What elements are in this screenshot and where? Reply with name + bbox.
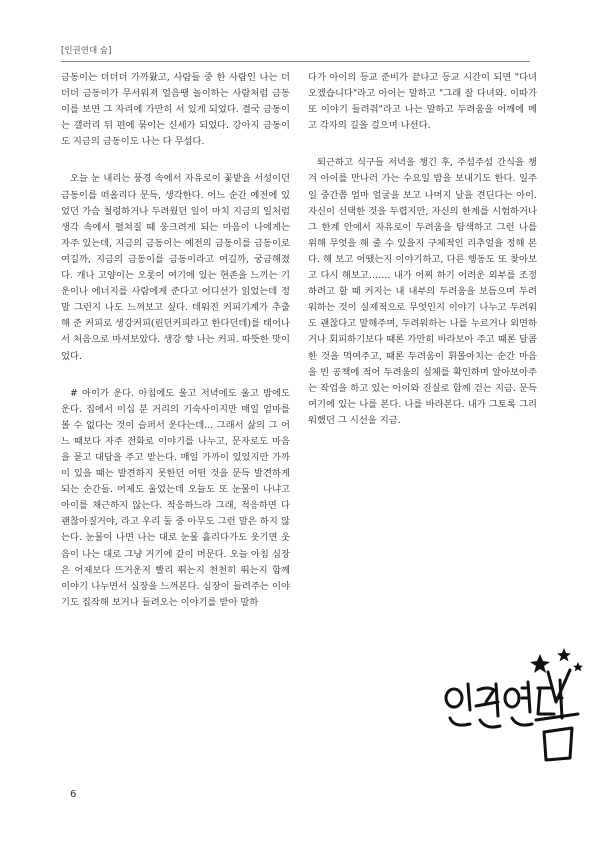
right-paragraph-2: 퇴근하고 식구들 저녁을 챙긴 후, 주섬주섬 간식을 챙겨 아이를 만나러 가는 수요일 밤을 보내기도 한다. 일주일 중간쯤 엄마 얼굴을 보고 나머지 날을 견딘다는 아이. 자신이 선택한 것을 두렵지만, 자신의 한계를 시험하거나 그 한계 안에서 자유로이 두려움을 탐색하고 그런 나를 위해 무엇을 해 줄 수 있을지 구체적인 리추얼을 정해 본다. 해 보고 어땠는지 이야기하고, 다른 행동도 또 찾아보고 다시 해보고……. 내가 어찌 하기 어려운 외부를 조정하려고 할 때 커지는 내 내부의 두려움을 보듬으며 두려워하는 것이 실제적으로 무엇인지 이야기 나누고 두려워도 괜찮다고 말해주며, 두려워하는 나를 누르거나 외면하거나 회피하기보다 때론 가만히 바라보아 주고 때론 달콤한 것을 먹여주고, 때론 두려움이 휘몰아치는 순간 마음을 빈 공책에 적어 두려움의 실체를 확인하며 알아보아주는 작업을 하고 있는 아이와 진실로 함께 걷는 지금. 문득 여기에 있는 나를 본다. 나를 바라본다. 내가 그토록 그리워했던 그 시선을 지금. [308, 157, 537, 426]
right-paragraph-1: 다가 아이의 등교 준비가 끝나고 등교 시간이 되면 "다녀오겠습니다"라고 아이는 말하고 "그래 잘 다녀와. 이따가 또 이야기 들려줘"라고 나는 말하고 두려움을 어깨에 메고 각자의 길을 걸으며 나선다. [308, 72, 537, 132]
paragraph-gap [61, 150, 290, 171]
right-column [308, 70, 537, 429]
left-paragraph-1: 금동이는 더더더 가까왔고, 사람들 중 한 사람인 나는 더더더 금동이가 무서워져 얼음땡 놀이하는 사람처럼 금동이를 보면 그 자리에 가만히 서 있게 되었다. 결국 금동이는 갤러리 뒤 편에 묶이는 신세가 되었다. 강아지 금동이도 지금의 금동이도 나는 다 무섭다. [61, 72, 290, 148]
running-header: [인권연대 숨] [61, 46, 112, 56]
left-paragraph-3: # 아이가 운다. 아침에도 울고 저녁에도 울고 밤에도 운다. 집에서 이십 분 거리의 기숙사이지만 매일 엄마를 볼 수 없다는 것이 슬퍼서 운다는데... 그래서 삶의 그 어느 때보다 자주 전화로 이야기를 나누고, 문자로도 마음을 묻고 대답을 주고 받는다. 매일 가까이 있있지만 가까이 있을 때는 발견하지 못한던 어떤 것을 문득 발견하게 되는 순간들. 어제도 울었는데 오늘도 또 눈물이 나냐고 아이를 채근하지 않는다. 적응하느라 그래, 적응하면 다 괜찮아질거야, 라고 우리 둘 중 아무도 그런 말은 하지 않는다. 눈물이 나면 나는 대로 눈물 흘리다가도 웃기면 웃음이 나는 대로 그냥 거기에 같이 머문다. 오늘 아침 심장은 어제보다 뜨거운지 빨리 뛰는지 천천히 뛰는지 함께 이야기 나누면서 심장을 느껴본다. 심장이 들려주는 이야기도 집작해 보거나 들려오는 이야기를 받아 말하 [61, 387, 290, 608]
paragraph-gap [61, 365, 290, 386]
header-divider [61, 61, 530, 62]
left-column [61, 70, 290, 611]
page-number: 6 [70, 789, 77, 800]
left-paragraph-2: 오늘 눈 내리는 풍경 속에서 자유로이 꽃밭을 서성이던 금동이를 떠올리다 문득, 생각한다. 어느 순간 예전에 있었던 가슴 철렁하거나 두려웠던 일이 마치 지금의 일처럼 생각 속에서 펼쳐질 때 웅크려게 되는 마음이 나에게는 자주 있는데, 지금의 금동이는 예전의 금동이를 금동이로 여길까, 지금의 금동이를 금동이라고 여길까, 궁금해졌다. 개나 고양이는 오롯이 여기에 있는 현존을 느끼는 기운이나 에너지를 사람에게 준다고 어디선가 읽었는데 정말 그런지 나도 느껴보고 싶다. 데워진 커피기계가 추출해 준 커피로 생강커피(린던커피라고 한다던데)를 태어나서 처음으로 마셔보았다. 생강 향 나는 커피. 따뜻한 맛이었다. [61, 173, 290, 362]
brand-logo [440, 640, 590, 770]
paragraph-gap [308, 134, 537, 155]
